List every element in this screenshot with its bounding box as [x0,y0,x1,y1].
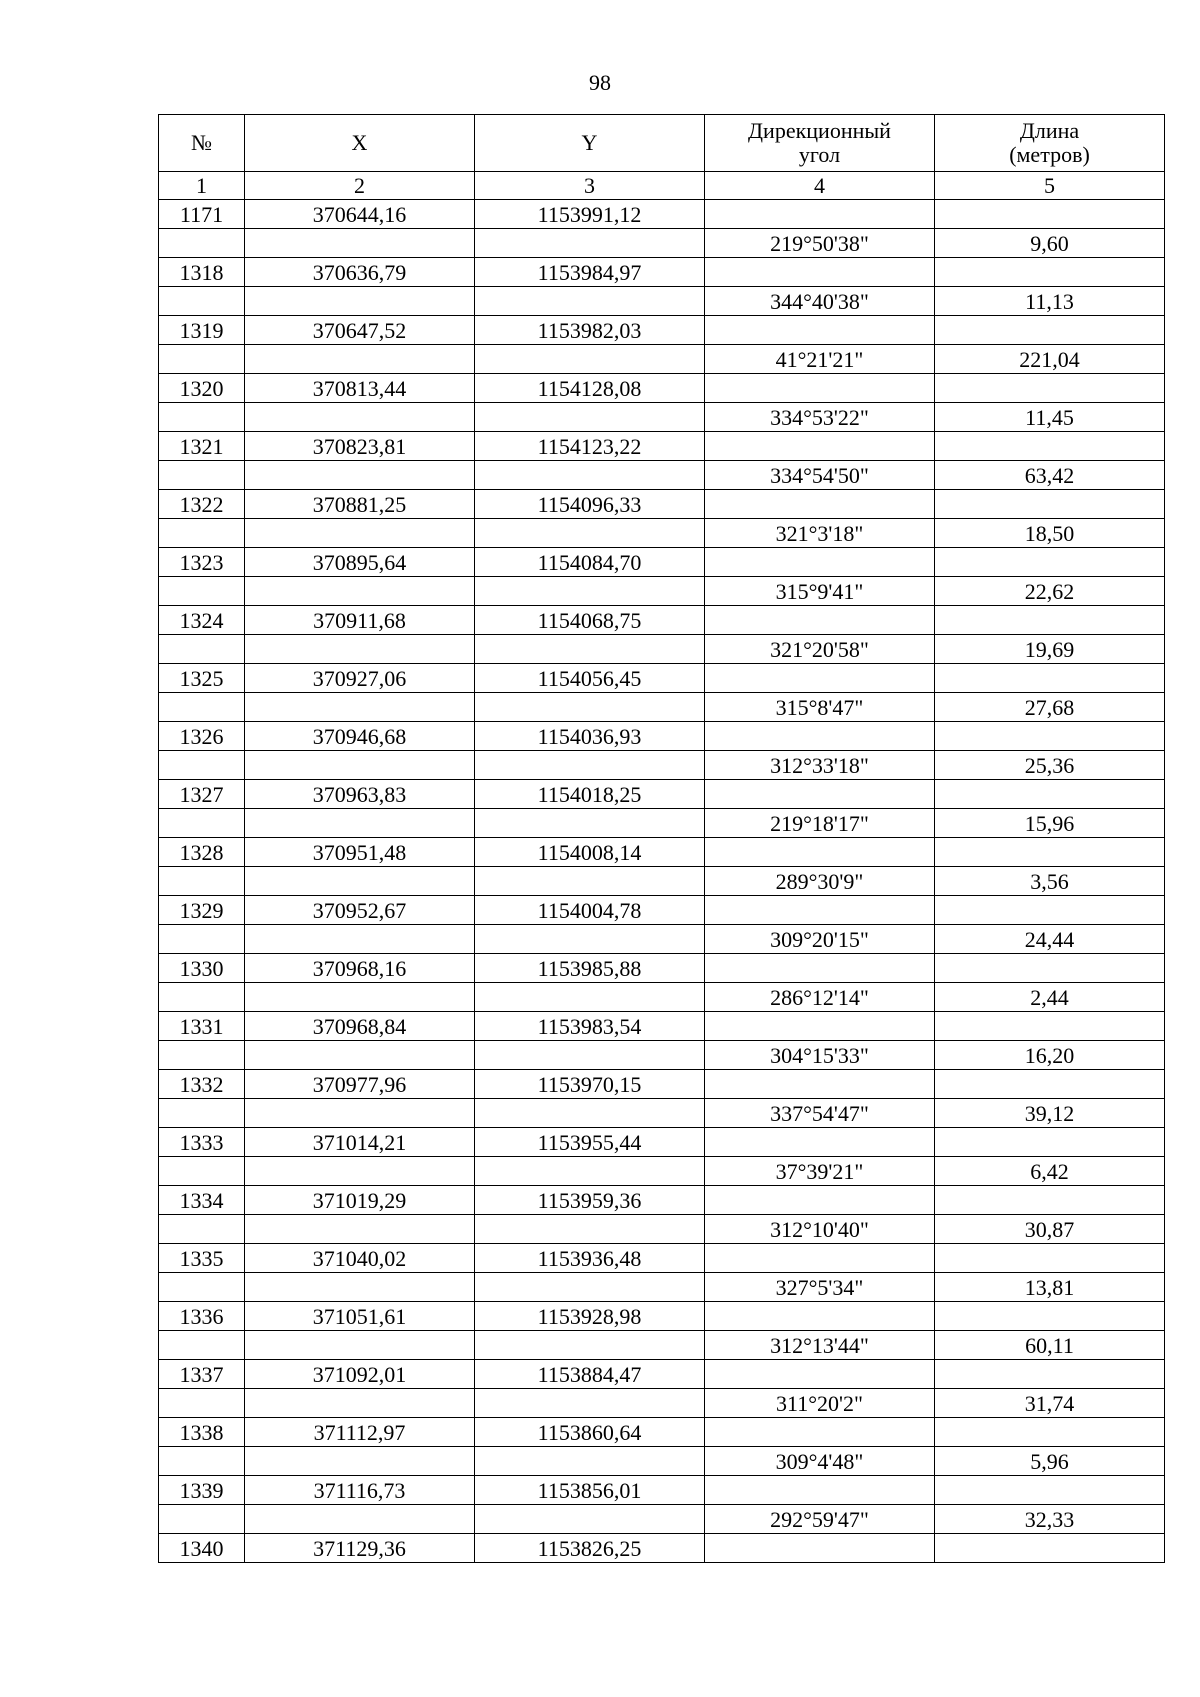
x-cell [245,1157,475,1186]
y-cell: 1153984,97 [475,258,705,287]
length-cell: 3,56 [935,867,1165,896]
point-number-cell: 1338 [159,1418,245,1447]
point-number-cell: 1337 [159,1360,245,1389]
header-number: № [159,115,245,172]
table-row [159,519,1165,548]
y-cell: 1154084,70 [475,548,705,577]
length-cell: 39,12 [935,1099,1165,1128]
point-number-cell: 1321 [159,432,245,461]
table-row [159,1505,1165,1534]
y-cell: 1154036,93 [475,722,705,751]
x-cell [245,1389,475,1418]
header-x: X [245,115,475,172]
x-cell: 370968,16 [245,954,475,983]
table-row [159,1128,1165,1157]
table-row [159,1070,1165,1099]
length-cell [935,1418,1165,1447]
point-number-cell [159,1099,245,1128]
x-cell: 370813,44 [245,374,475,403]
x-cell [245,1273,475,1302]
y-cell [475,1215,705,1244]
point-number-cell: 1325 [159,664,245,693]
direction-angle-cell: 321°20'58" [705,635,935,664]
y-cell [475,519,705,548]
point-number-cell [159,461,245,490]
y-cell [475,1505,705,1534]
y-cell [475,461,705,490]
direction-angle-cell: 41°21'21" [705,345,935,374]
y-cell [475,1331,705,1360]
length-cell: 6,42 [935,1157,1165,1186]
table-row [159,229,1165,258]
table-row [159,635,1165,664]
table-row [159,461,1165,490]
y-cell: 1153991,12 [475,200,705,229]
x-cell [245,751,475,780]
length-cell: 25,36 [935,751,1165,780]
table-row [159,1534,1165,1563]
x-cell: 371019,29 [245,1186,475,1215]
y-cell [475,635,705,664]
header-row [159,115,1165,172]
table-row [159,345,1165,374]
direction-angle-cell [705,1534,935,1563]
x-cell: 371116,73 [245,1476,475,1505]
table-row [159,751,1165,780]
x-cell [245,519,475,548]
x-cell: 370951,48 [245,838,475,867]
direction-angle-cell [705,954,935,983]
table-row [159,722,1165,751]
direction-angle-cell: 292°59'47" [705,1505,935,1534]
point-number-cell [159,693,245,722]
x-cell: 370647,52 [245,316,475,345]
x-cell [245,1505,475,1534]
length-cell [935,316,1165,345]
point-number-cell: 1327 [159,780,245,809]
point-number-cell: 1333 [159,1128,245,1157]
direction-angle-cell [705,548,935,577]
x-cell [245,1447,475,1476]
direction-angle-cell: 315°8'47" [705,693,935,722]
point-number-cell [159,577,245,606]
y-cell: 1153856,01 [475,1476,705,1505]
x-cell: 371092,01 [245,1360,475,1389]
table-row [159,1157,1165,1186]
length-cell [935,1302,1165,1331]
table-row [159,925,1165,954]
length-cell [935,1360,1165,1389]
point-number-cell [159,1157,245,1186]
y-cell [475,983,705,1012]
column-number-5: 5 [935,172,1165,200]
length-cell [935,1012,1165,1041]
page-number: 98 [589,70,611,95]
point-number-cell [159,403,245,432]
x-cell: 370977,96 [245,1070,475,1099]
direction-angle-cell [705,200,935,229]
header-direction-angle: Дирекционный угол [705,115,935,172]
length-cell [935,432,1165,461]
direction-angle-cell [705,606,935,635]
direction-angle-cell: 309°20'15" [705,925,935,954]
column-number-1: 1 [159,172,245,200]
x-cell [245,229,475,258]
point-number-cell: 1331 [159,1012,245,1041]
length-cell [935,896,1165,925]
x-cell [245,693,475,722]
point-number-cell [159,751,245,780]
y-cell: 1153826,25 [475,1534,705,1563]
y-cell: 1153982,03 [475,316,705,345]
direction-angle-cell [705,1186,935,1215]
y-cell [475,867,705,896]
table-row [159,548,1165,577]
point-number-cell: 1329 [159,896,245,925]
length-cell: 221,04 [935,345,1165,374]
x-cell [245,809,475,838]
direction-angle-cell [705,316,935,345]
length-cell: 24,44 [935,925,1165,954]
y-cell [475,229,705,258]
y-cell: 1153970,15 [475,1070,705,1099]
length-cell [935,1186,1165,1215]
table-body [159,200,1165,1563]
x-cell [245,1331,475,1360]
direction-angle-cell: 312°10'40" [705,1215,935,1244]
table-row [159,1447,1165,1476]
direction-angle-cell [705,258,935,287]
length-cell: 60,11 [935,1331,1165,1360]
x-cell: 371014,21 [245,1128,475,1157]
table-row [159,867,1165,896]
y-cell [475,1099,705,1128]
table-row [159,1273,1165,1302]
column-number-2: 2 [245,172,475,200]
length-cell [935,1070,1165,1099]
point-number-cell [159,1331,245,1360]
table-row [159,664,1165,693]
point-number-cell [159,229,245,258]
y-cell [475,1273,705,1302]
table-row [159,1012,1165,1041]
y-cell [475,345,705,374]
column-number-row [159,172,1165,200]
point-number-cell: 1323 [159,548,245,577]
direction-angle-cell: 37°39'21" [705,1157,935,1186]
direction-angle-cell: 219°18'17" [705,809,935,838]
length-cell [935,374,1165,403]
length-cell [935,490,1165,519]
length-cell [935,258,1165,287]
y-cell [475,809,705,838]
point-number-cell: 1328 [159,838,245,867]
point-number-cell: 1334 [159,1186,245,1215]
length-cell [935,722,1165,751]
direction-angle-cell [705,1070,935,1099]
point-number-cell [159,983,245,1012]
y-cell [475,1157,705,1186]
y-cell: 1154004,78 [475,896,705,925]
table-row [159,1099,1165,1128]
y-cell: 1153936,48 [475,1244,705,1273]
table-row [159,983,1165,1012]
direction-angle-cell: 311°20'2" [705,1389,935,1418]
x-cell: 370911,68 [245,606,475,635]
x-cell [245,867,475,896]
direction-angle-cell: 334°53'22" [705,403,935,432]
y-cell [475,1447,705,1476]
x-cell: 370636,79 [245,258,475,287]
table-row [159,1215,1165,1244]
point-number-cell [159,809,245,838]
table-row [159,809,1165,838]
table-row [159,606,1165,635]
y-cell [475,1041,705,1070]
x-cell: 370952,67 [245,896,475,925]
point-number-cell [159,345,245,374]
table-row [159,1041,1165,1070]
x-cell: 371051,61 [245,1302,475,1331]
header-length: Длина (метров) [935,115,1165,172]
table-row [159,1389,1165,1418]
length-cell: 11,13 [935,287,1165,316]
point-number-cell: 1335 [159,1244,245,1273]
length-cell [935,838,1165,867]
direction-angle-cell: 315°9'41" [705,577,935,606]
point-number-cell: 1326 [159,722,245,751]
direction-angle-cell: 304°15'33" [705,1041,935,1070]
length-cell [935,954,1165,983]
length-cell: 5,96 [935,1447,1165,1476]
y-cell: 1153884,47 [475,1360,705,1389]
table-row [159,1331,1165,1360]
direction-angle-cell: 289°30'9" [705,867,935,896]
table-row [159,490,1165,519]
coordinates-table [158,114,1165,1563]
point-number-cell: 1340 [159,1534,245,1563]
point-number-cell [159,1273,245,1302]
x-cell: 371112,97 [245,1418,475,1447]
length-cell [935,606,1165,635]
table-row [159,1186,1165,1215]
point-number-cell [159,1447,245,1476]
column-number-3: 3 [475,172,705,200]
length-cell [935,200,1165,229]
direction-angle-cell [705,1128,935,1157]
length-cell [935,1244,1165,1273]
point-number-cell [159,519,245,548]
point-number-cell [159,287,245,316]
direction-angle-cell [705,490,935,519]
length-cell [935,780,1165,809]
direction-angle-cell: 309°4'48" [705,1447,935,1476]
length-cell [935,548,1165,577]
direction-angle-cell: 219°50'38" [705,229,935,258]
x-cell [245,1215,475,1244]
x-cell: 370823,81 [245,432,475,461]
y-cell: 1154068,75 [475,606,705,635]
y-cell: 1153928,98 [475,1302,705,1331]
direction-angle-cell [705,780,935,809]
y-cell: 1153983,54 [475,1012,705,1041]
y-cell: 1153959,36 [475,1186,705,1215]
direction-angle-cell: 312°13'44" [705,1331,935,1360]
column-number-4: 4 [705,172,935,200]
x-cell [245,1099,475,1128]
x-cell: 371129,36 [245,1534,475,1563]
direction-angle-cell [705,722,935,751]
direction-angle-cell [705,1012,935,1041]
direction-angle-cell: 286°12'14" [705,983,935,1012]
y-cell: 1153860,64 [475,1418,705,1447]
x-cell [245,577,475,606]
y-cell [475,1389,705,1418]
x-cell [245,983,475,1012]
y-cell [475,693,705,722]
x-cell [245,461,475,490]
x-cell: 370927,06 [245,664,475,693]
direction-angle-cell [705,1476,935,1505]
direction-angle-cell [705,896,935,925]
point-number-cell: 1332 [159,1070,245,1099]
point-number-cell: 1171 [159,200,245,229]
x-cell [245,1041,475,1070]
table-row [159,258,1165,287]
length-cell: 22,62 [935,577,1165,606]
x-cell: 370644,16 [245,200,475,229]
table-row [159,838,1165,867]
direction-angle-cell [705,1360,935,1389]
length-cell: 2,44 [935,983,1165,1012]
length-cell: 18,50 [935,519,1165,548]
table-row [159,1302,1165,1331]
table-row [159,432,1165,461]
length-cell: 30,87 [935,1215,1165,1244]
table-row [159,403,1165,432]
table-row [159,1476,1165,1505]
point-number-cell: 1339 [159,1476,245,1505]
table-row [159,896,1165,925]
direction-angle-cell: 334°54'50" [705,461,935,490]
point-number-cell: 1330 [159,954,245,983]
length-cell: 32,33 [935,1505,1165,1534]
direction-angle-cell [705,838,935,867]
point-number-cell: 1322 [159,490,245,519]
x-cell [245,635,475,664]
x-cell: 370895,64 [245,548,475,577]
y-cell: 1153955,44 [475,1128,705,1157]
x-cell: 370881,25 [245,490,475,519]
direction-angle-cell [705,432,935,461]
table-row [159,200,1165,229]
table-row [159,1360,1165,1389]
length-cell: 15,96 [935,809,1165,838]
direction-angle-cell [705,374,935,403]
point-number-cell: 1318 [159,258,245,287]
y-cell [475,577,705,606]
y-cell [475,751,705,780]
length-cell: 11,45 [935,403,1165,432]
point-number-cell [159,1389,245,1418]
point-number-cell: 1324 [159,606,245,635]
direction-angle-cell [705,1244,935,1273]
table-row [159,1418,1165,1447]
point-number-cell: 1320 [159,374,245,403]
direction-angle-cell: 321°3'18" [705,519,935,548]
length-cell: 27,68 [935,693,1165,722]
point-number-cell [159,867,245,896]
length-cell [935,1476,1165,1505]
y-cell: 1154018,25 [475,780,705,809]
point-number-cell: 1336 [159,1302,245,1331]
table-row [159,287,1165,316]
length-cell: 19,69 [935,635,1165,664]
x-cell [245,403,475,432]
table-row [159,374,1165,403]
x-cell [245,925,475,954]
y-cell: 1154128,08 [475,374,705,403]
x-cell: 370946,68 [245,722,475,751]
table-row [159,316,1165,345]
point-number-cell [159,925,245,954]
length-cell [935,664,1165,693]
direction-angle-cell [705,664,935,693]
x-cell: 370968,84 [245,1012,475,1041]
x-cell [245,345,475,374]
table-row [159,1244,1165,1273]
direction-angle-cell: 344°40'38" [705,287,935,316]
length-cell: 16,20 [935,1041,1165,1070]
length-cell [935,1128,1165,1157]
length-cell: 13,81 [935,1273,1165,1302]
direction-angle-cell: 327°5'34" [705,1273,935,1302]
length-cell: 9,60 [935,229,1165,258]
y-cell: 1154096,33 [475,490,705,519]
y-cell [475,925,705,954]
table-row [159,577,1165,606]
x-cell: 371040,02 [245,1244,475,1273]
table-row [159,780,1165,809]
table-row [159,693,1165,722]
y-cell: 1153985,88 [475,954,705,983]
y-cell [475,287,705,316]
length-cell: 31,74 [935,1389,1165,1418]
length-cell: 63,42 [935,461,1165,490]
y-cell: 1154056,45 [475,664,705,693]
x-cell [245,287,475,316]
y-cell [475,403,705,432]
point-number-cell [159,1215,245,1244]
point-number-cell [159,1505,245,1534]
y-cell: 1154123,22 [475,432,705,461]
length-cell [935,1534,1165,1563]
direction-angle-cell [705,1418,935,1447]
direction-angle-cell: 312°33'18" [705,751,935,780]
point-number-cell [159,635,245,664]
header-y: Y [475,115,705,172]
direction-angle-cell [705,1302,935,1331]
table-row [159,954,1165,983]
point-number-cell: 1319 [159,316,245,345]
point-number-cell [159,1041,245,1070]
y-cell: 1154008,14 [475,838,705,867]
x-cell: 370963,83 [245,780,475,809]
direction-angle-cell: 337°54'47" [705,1099,935,1128]
